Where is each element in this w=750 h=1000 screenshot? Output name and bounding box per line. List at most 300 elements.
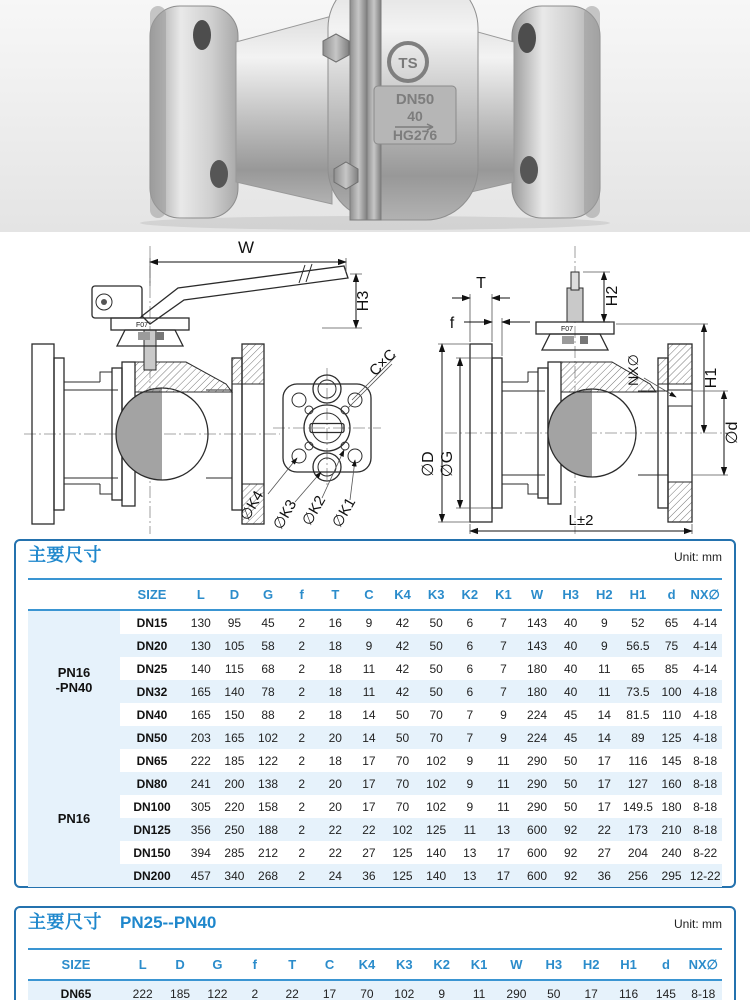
- table-cell: 40: [564, 661, 578, 676]
- table-cell: 45: [564, 707, 578, 722]
- table-subtitle: PN25--PN40: [120, 913, 217, 932]
- table-row: [28, 703, 722, 726]
- table-cell: 17: [362, 799, 376, 814]
- packing: [138, 332, 150, 340]
- dim-nx: NX∅: [625, 354, 641, 386]
- dim-k3: ∅K3: [269, 496, 301, 533]
- pressure-group-cell: PN16 -PN40: [28, 610, 120, 749]
- table-cell: 185: [161, 980, 198, 1000]
- table-cell: 600: [520, 864, 554, 887]
- table-cell: 16: [328, 615, 342, 630]
- column-header: H2: [588, 580, 622, 610]
- table-cell: 122: [258, 753, 279, 768]
- dimensions-table: [28, 580, 722, 887]
- table-cell: 22: [274, 980, 311, 1000]
- table-cell: 143: [520, 634, 554, 657]
- table-cell: 2: [285, 818, 319, 841]
- table-cell: 290: [527, 799, 548, 814]
- pad-label: F07: [136, 322, 149, 329]
- table-cell: 18: [328, 661, 342, 676]
- table-cell: 50: [419, 634, 453, 657]
- table-cell: 9: [600, 615, 608, 630]
- table-cell: 102: [419, 772, 453, 795]
- technical-drawing-section: [0, 232, 750, 538]
- table-cell: 145: [647, 980, 684, 1000]
- table-cell: 11: [453, 818, 487, 841]
- table-cell: 268: [251, 864, 285, 887]
- table-cell: 13: [453, 864, 487, 887]
- table-row: [28, 634, 722, 657]
- table-row: [28, 680, 722, 703]
- dim-h1: H1: [703, 367, 720, 389]
- table-cell: 42: [386, 634, 420, 657]
- dim-k2: ∅K2: [298, 492, 330, 529]
- table-cell: 42: [386, 680, 420, 703]
- table-row: [28, 818, 722, 841]
- table-cell: 70: [395, 753, 410, 768]
- table-cell: 2: [285, 726, 319, 749]
- column-header: C: [311, 950, 348, 980]
- table-cell: 7: [466, 707, 474, 722]
- table-cell: 92: [564, 845, 578, 860]
- table-cell: 85: [664, 661, 679, 676]
- table-cell: 240: [661, 845, 682, 860]
- pad-label: F07: [561, 326, 574, 333]
- group-header-cell: [28, 580, 120, 610]
- table-cell: 4-18: [688, 726, 722, 749]
- table-cell: 17: [352, 772, 386, 795]
- dimensions-table: [28, 950, 722, 1000]
- table-cell: 42: [395, 661, 410, 676]
- dim-cxc: C×C: [366, 346, 400, 380]
- table-cell: 102: [426, 799, 447, 814]
- table-cell: 36: [352, 864, 386, 887]
- table-cell: 17: [597, 753, 611, 768]
- column-header: H2: [573, 950, 610, 980]
- table-cell: 2: [298, 707, 306, 722]
- dim-w: W: [237, 238, 255, 257]
- table-cell: 8-22: [693, 845, 718, 860]
- dimensions-table-container: [28, 580, 722, 887]
- table-cell: 50: [395, 707, 410, 722]
- table-cell: 457: [184, 864, 218, 887]
- dim-k4: ∅K4: [236, 487, 268, 524]
- table-cell: 180: [527, 661, 548, 676]
- size-cell: DN100: [133, 799, 171, 814]
- column-header: G: [199, 950, 236, 980]
- table-cell: 6: [453, 680, 487, 703]
- table-cell: 140: [426, 845, 447, 860]
- column-header: T: [274, 950, 311, 980]
- dimension-drawing: [0, 232, 750, 538]
- table-cell: 40: [554, 634, 588, 657]
- table-cell: 17: [573, 980, 610, 1000]
- right-flange-rim: [584, 6, 600, 218]
- column-header: d: [647, 950, 684, 980]
- table-cell: 9: [453, 772, 487, 795]
- unit-label: Unit: mm: [674, 917, 722, 931]
- packing: [562, 336, 574, 344]
- size-cell: DN125: [120, 818, 184, 841]
- table-cell: 78: [251, 680, 285, 703]
- table-cell: 8-18: [688, 772, 722, 795]
- column-header: C: [352, 580, 386, 610]
- ball-shaded-half: [548, 389, 592, 477]
- table-cell: 8-18: [685, 980, 722, 1000]
- table-cell: 220: [224, 799, 245, 814]
- table-cell: 24: [319, 864, 353, 887]
- table-title-bar: [28, 541, 722, 580]
- table-cell: 222: [190, 753, 211, 768]
- table-cell: 600: [520, 818, 554, 841]
- dim-dg: ∅G: [439, 450, 456, 478]
- table-cell: 92: [554, 818, 588, 841]
- table-cell: 2: [285, 634, 319, 657]
- table-cell: 52: [631, 615, 645, 630]
- table-cell: 394: [190, 845, 211, 860]
- valve-photo-section: [0, 0, 750, 232]
- table-cell: 222: [124, 980, 161, 1000]
- table-row: [28, 864, 722, 887]
- dim-h2: H2: [604, 285, 621, 307]
- size-cell: DN200: [120, 864, 184, 887]
- ball-shaded-half: [116, 388, 162, 480]
- table-cell: 212: [258, 845, 279, 860]
- table-row: [28, 726, 722, 749]
- bolt-hole: [520, 156, 538, 184]
- table-cell: 89: [621, 726, 655, 749]
- table-cell: 73.5: [621, 680, 655, 703]
- table-cell: 130: [190, 615, 211, 630]
- table-cell: 9: [423, 980, 460, 1000]
- column-header: H1: [621, 580, 655, 610]
- table-cell: 50: [386, 726, 420, 749]
- table-cell: 18: [328, 707, 342, 722]
- table-cell: 22: [352, 818, 386, 841]
- marking-pn: 40: [407, 108, 423, 124]
- table-cell: 11: [362, 661, 376, 676]
- table-cell: 116: [628, 753, 648, 768]
- table-cell: 36: [588, 864, 622, 887]
- table-cell: 188: [251, 818, 285, 841]
- table-cell: 210: [655, 818, 689, 841]
- table-cell: 2: [298, 845, 306, 860]
- table-cell: 50: [535, 980, 572, 1000]
- column-header: K4: [348, 950, 385, 980]
- valve-photo: [0, 0, 750, 232]
- table-cell: 102: [386, 818, 420, 841]
- header-row: [28, 950, 722, 980]
- table-cell: 165: [190, 707, 211, 722]
- table-cell: 11: [588, 680, 622, 703]
- table-title: 主要尺寸: [28, 545, 102, 565]
- table-cell: 17: [362, 753, 376, 768]
- table-cell: 22: [319, 818, 353, 841]
- table-cell: 6: [466, 661, 474, 676]
- table-cell: 165: [218, 726, 252, 749]
- table-cell: 17: [597, 799, 611, 814]
- unit-label: Unit: mm: [674, 550, 722, 564]
- body-joint-band: [350, 0, 367, 220]
- table-cell: 14: [597, 707, 611, 722]
- table-row: [28, 610, 722, 634]
- left-neck: [236, 16, 332, 204]
- table-row: [28, 657, 722, 680]
- stem-top: [571, 272, 579, 290]
- table-cell: 13: [463, 845, 477, 860]
- dim-l: L±2: [568, 512, 594, 529]
- size-cell: DN80: [120, 772, 184, 795]
- column-header: NX∅: [688, 580, 722, 610]
- table-cell: 70: [395, 799, 410, 814]
- table-cell: 11: [497, 799, 510, 814]
- table-cell: 7: [500, 615, 507, 630]
- table-cell: 8-18: [693, 753, 718, 768]
- table-cell: 305: [190, 799, 211, 814]
- stem: [567, 288, 583, 322]
- table-cell: 11: [460, 980, 497, 1000]
- table-cell: 115: [224, 661, 244, 676]
- table-cell: 50: [564, 799, 578, 814]
- table-cell: 290: [520, 772, 554, 795]
- table-cell: 7: [487, 680, 521, 703]
- table-cell: 4-18: [688, 680, 722, 703]
- table-cell: 204: [627, 845, 648, 860]
- dim-h3: H3: [355, 290, 372, 312]
- column-header: D: [218, 580, 252, 610]
- table-cell: 2: [298, 661, 306, 676]
- table-cell: 4-14: [693, 661, 718, 676]
- table-cell: 50: [419, 680, 453, 703]
- table-cell: 224: [527, 707, 548, 722]
- table-cell: 12-22: [688, 864, 722, 887]
- table-cell: 140: [419, 864, 453, 887]
- table-cell: 9: [588, 634, 622, 657]
- table-cell: 56.5: [621, 634, 655, 657]
- table-cell: 13: [487, 818, 521, 841]
- column-header: G: [251, 580, 285, 610]
- size-cell: DN15: [136, 615, 168, 630]
- table-cell: 40: [564, 615, 578, 630]
- table-cell: 20: [319, 772, 353, 795]
- table-row: [28, 980, 722, 1000]
- dim-k1: ∅K1: [328, 494, 360, 531]
- table-cell: 17: [588, 772, 622, 795]
- table-cell: 40: [554, 680, 588, 703]
- table-cell: 45: [261, 615, 275, 630]
- header-row: [28, 580, 722, 610]
- table-title: 主要尺寸: [28, 912, 102, 932]
- table-title-bar: [28, 908, 722, 950]
- table-cell: 17: [311, 980, 348, 1000]
- table-cell: 50: [564, 753, 578, 768]
- table-cell: 356: [184, 818, 218, 841]
- table-cell: 125: [655, 726, 689, 749]
- packing: [580, 336, 588, 344]
- table-cell: 241: [184, 772, 218, 795]
- table-cell: 7: [487, 634, 521, 657]
- size-cell: DN50: [120, 726, 184, 749]
- pn25-pn40-dimensions-table-box: [14, 906, 736, 1000]
- table-cell: 14: [362, 707, 376, 722]
- table-cell: 7: [453, 726, 487, 749]
- column-header: W: [498, 950, 535, 980]
- table-cell: 2: [285, 864, 319, 887]
- table-cell: 70: [419, 726, 453, 749]
- table-cell: 140: [190, 661, 211, 676]
- handle-pivot-block: [92, 286, 142, 318]
- table-cell: 102: [386, 980, 423, 1000]
- table-cell: 290: [527, 753, 548, 768]
- column-header: K1: [460, 950, 497, 980]
- table-cell: 9: [466, 799, 474, 814]
- table-cell: 143: [527, 615, 548, 630]
- table-cell: 17: [496, 845, 511, 860]
- table-cell: 9: [487, 726, 521, 749]
- table-cell: 20: [328, 799, 342, 814]
- table-cell: 180: [661, 799, 682, 814]
- table-cell: 2: [298, 753, 306, 768]
- side-view-with-handle: [24, 238, 372, 534]
- column-header: T: [319, 580, 353, 610]
- table-cell: 200: [218, 772, 252, 795]
- table-cell: 140: [218, 680, 252, 703]
- table-cell: 7: [500, 661, 507, 676]
- table-cell: 127: [621, 772, 655, 795]
- table-row: [28, 749, 722, 772]
- table-cell: 122: [199, 980, 236, 1000]
- flange-bolt-hole: [668, 390, 692, 406]
- table-cell: 22: [588, 818, 622, 841]
- marking-code: HG276: [392, 127, 438, 143]
- table-cell: 18: [319, 634, 353, 657]
- table-cell: 22: [328, 845, 342, 860]
- table-cell: 70: [386, 772, 420, 795]
- marking-dn: DN50: [395, 91, 435, 108]
- table-cell: 58: [251, 634, 285, 657]
- table-cell: 45: [554, 726, 588, 749]
- table-cell: 224: [520, 726, 554, 749]
- column-header: f: [285, 580, 319, 610]
- table-cell: 105: [218, 634, 252, 657]
- table-cell: 42: [395, 615, 410, 630]
- table-cell: 180: [520, 680, 554, 703]
- table-cell: 18: [319, 680, 353, 703]
- table-cell: 14: [588, 726, 622, 749]
- table-cell: 295: [655, 864, 689, 887]
- dim-dbig: ∅D: [420, 451, 437, 477]
- column-header: K2: [453, 580, 487, 610]
- table-cell: 125: [419, 818, 453, 841]
- table-cell: 203: [184, 726, 218, 749]
- table-cell: 2: [285, 680, 319, 703]
- table-cell: 256: [621, 864, 655, 887]
- ts-stamp-text: TS: [398, 55, 418, 72]
- pressure-group-cell: PN16: [28, 749, 120, 887]
- main-dimensions-table-box: [14, 539, 736, 888]
- table-cell: 8-18: [688, 818, 722, 841]
- table-cell: 14: [352, 726, 386, 749]
- packing: [156, 332, 164, 340]
- table-cell: 27: [597, 845, 611, 860]
- size-cell: DN25: [136, 661, 168, 676]
- table-cell: 102: [426, 753, 447, 768]
- table-cell: 50: [554, 772, 588, 795]
- table-cell: 2: [236, 980, 273, 1000]
- size-cell: DN40: [136, 707, 168, 722]
- table-cell: 250: [218, 818, 252, 841]
- table-cell: 6: [453, 634, 487, 657]
- column-header: SIZE: [28, 950, 124, 980]
- column-header: D: [161, 950, 198, 980]
- table-cell: 88: [261, 707, 275, 722]
- table-cell: 185: [224, 753, 245, 768]
- side-view-dimensioned: [420, 246, 741, 534]
- column-header: d: [655, 580, 689, 610]
- table-cell: 145: [661, 753, 682, 768]
- table-cell: 138: [251, 772, 285, 795]
- table-cell: 6: [466, 615, 474, 630]
- lever-handle: [142, 266, 348, 324]
- table-cell: 2: [298, 799, 306, 814]
- table-cell: 18: [328, 753, 342, 768]
- column-header: K3: [386, 950, 423, 980]
- size-cell: DN32: [120, 680, 184, 703]
- table-cell: 9: [500, 707, 507, 722]
- column-header: f: [236, 950, 273, 980]
- column-header: K2: [423, 950, 460, 980]
- table-cell: 70: [348, 980, 385, 1000]
- table-cell: 165: [184, 680, 218, 703]
- table-cell: 290: [498, 980, 535, 1000]
- table-cell: 9: [365, 615, 373, 630]
- column-header: K1: [487, 580, 521, 610]
- column-header: H3: [535, 950, 572, 980]
- table-cell: 340: [218, 864, 252, 887]
- column-header: H3: [554, 580, 588, 610]
- table-cell: 110: [661, 707, 682, 722]
- dim-t: T: [476, 275, 486, 292]
- table-cell: 173: [621, 818, 655, 841]
- table-cell: 27: [362, 845, 376, 860]
- table-cell: 160: [655, 772, 689, 795]
- table-cell: 285: [224, 845, 245, 860]
- bolt-hole: [210, 160, 228, 188]
- table-cell: 50: [429, 661, 443, 676]
- table-cell: 11: [598, 661, 611, 676]
- table-cell: 11: [497, 753, 510, 768]
- column-header: H1: [610, 950, 647, 980]
- table-cell: 65: [664, 615, 679, 630]
- table-cell: 81.5: [626, 707, 650, 722]
- column-header: NX∅: [685, 950, 722, 980]
- table-cell: 130: [184, 634, 218, 657]
- table-row: [28, 772, 722, 795]
- table-cell: 95: [227, 615, 242, 630]
- table-cell: 4-14: [693, 615, 718, 630]
- column-header: SIZE: [120, 580, 184, 610]
- bolt-hole: [193, 20, 211, 50]
- column-header: W: [520, 580, 554, 610]
- table-row: [28, 795, 722, 818]
- table-cell: 100: [655, 680, 689, 703]
- table-cell: 158: [258, 799, 279, 814]
- table-cell: 4-14: [688, 634, 722, 657]
- table-cell: 50: [429, 615, 443, 630]
- table-cell: 9: [352, 634, 386, 657]
- table-cell: 125: [386, 864, 420, 887]
- table-cell: 2: [298, 615, 306, 630]
